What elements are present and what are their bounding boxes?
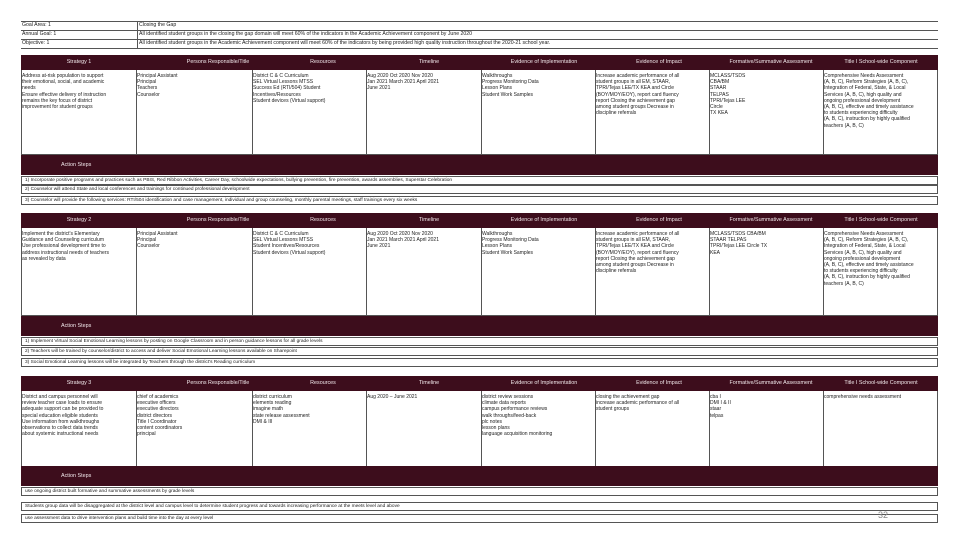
divider bbox=[136, 70, 137, 155]
strategy-1-text: Address at-risk population to support their emotional, social, and academic needs Ensure effective delivery of instruction remains the key focus of district improvement for student groups bbox=[22, 73, 107, 111]
strategy-2-title1: Comprehensive Needs Assessment (A, B, C), Reform Strategies (A, B, C), Integration of Federal, State, & Local Services (A, B, C), high quality and ongoing professional development (A, B, C), effective and timely assistance to students experiencing difficulty (A, B, C), instruction by highly qualified teachers (A, B, C) bbox=[824, 231, 914, 287]
strategy-2-step-3: 3) Social Emotional Learning lessons will be integrated by Teachers through the district's Reading curriculum bbox=[21, 358, 938, 367]
divider bbox=[252, 70, 253, 155]
action-steps-label: Action Steps bbox=[61, 473, 92, 479]
col-title1-header: Title I School-wide Component bbox=[844, 380, 918, 386]
annual-goal-label: Annual Goal: 1 bbox=[22, 31, 57, 37]
divider bbox=[823, 70, 824, 155]
strategy-2-step-1: 1) Implement Virtual Social Emotional Learning lessons by posting on Google Classroom and in person guidance lessons for all grade levels bbox=[21, 337, 938, 346]
strategy-3-timeline: Aug 2020 – June 2021 bbox=[367, 394, 418, 400]
divider bbox=[252, 391, 253, 475]
strategy-3-header-bar bbox=[21, 376, 938, 391]
strategy-1-header-bar bbox=[21, 55, 938, 70]
strategy-3-persons: chief of academics executive officers executive directors district directors Title I Coordinator content coordinators principal bbox=[137, 394, 183, 438]
col-timeline-header: Timeline bbox=[418, 380, 440, 386]
col-evidence-impact-header: Evidence of Impact bbox=[636, 380, 682, 386]
strategy-3-title1: comprehensive needs assessment bbox=[824, 394, 901, 400]
strategy-1-step-2: 2) Counselor will attend State and local conferences and trainings for continued professional development bbox=[21, 185, 938, 194]
col-evidence-impact-header: Evidence of Impact bbox=[636, 59, 682, 65]
strategy-2-step-2: 2) Teachers will be trained by counselor/district to access and deliver Social Emotional Learning lessons available on Sharepoint bbox=[21, 347, 938, 356]
col-evidence-impl-header: Evidence of Implementation bbox=[510, 59, 578, 65]
strategy-3-text: District and campus personnel will review teacher case loads to ensure adequate support can be provided to special education eligible students Use information from walkthroughs observations to collect data trends about systemic instructional needs bbox=[22, 394, 104, 438]
strategy-1-assessment: MCLASS/TSDS CBA/BM STAAR TELPAS TPRI/Tejas LEE Circle TX KEA bbox=[710, 73, 746, 117]
strategy-3-evidence-impact: closing the achievement gap increase academic performance of all student groups bbox=[596, 394, 680, 413]
campus-improvement-plan-page bbox=[21, 21, 938, 526]
divider bbox=[136, 391, 137, 475]
strategy-1-persons: Principal Assistant Principal Teachers Counselor bbox=[137, 73, 178, 98]
col-timeline-header: Timeline bbox=[418, 59, 440, 65]
strategy-3-step-1: use ongoing district built formative and summative assessments by grade levels bbox=[21, 487, 938, 496]
strategy-1-evidence-impl: Walkthroughs Progress Monitoring Data Lesson Plans Student Work Samples bbox=[482, 73, 539, 98]
strategy-1-timeline: Aug 2020 Oct 2020 Nov 2020 Jan 2021 March 2021 April 2021 June 2021 bbox=[367, 73, 439, 92]
goal-area-value: Closing the Gap bbox=[139, 22, 177, 28]
annual-goal-value: All identified student groups in the closing the gap domain will meet 60% of the indicators in the Academic Achievement component by June 2020 bbox=[139, 31, 473, 37]
page-number: 32 bbox=[877, 510, 888, 520]
strategy-2-header-bar bbox=[21, 213, 938, 228]
col-persons-header: Persons Responsible/Title bbox=[186, 59, 250, 65]
strategy-3-resources: district curriculum elements reading imagine math state release assessment DMI & III bbox=[253, 394, 310, 425]
divider bbox=[709, 228, 710, 316]
action-steps-label: Action Steps bbox=[61, 162, 92, 168]
strategy-2-assessment: MCLASS/TSDS CBA/BM STAAR TELPAS TPRI/Tejas LEE Circle TX KEA bbox=[710, 231, 768, 256]
goal-area-label: Goal Area: 1 bbox=[22, 22, 51, 28]
col-resources-header: Resources bbox=[310, 380, 336, 386]
strategy-2-resources: District C & C Curriculum SEL Virtual Lessons MTSS Student Incentives/Resources Student devices (Virtual support) bbox=[253, 231, 326, 256]
strategy-3-assessment: cba I DMI I & II staar telpas bbox=[710, 394, 731, 419]
col-persons-header: Persons Responsible/Title bbox=[186, 217, 250, 223]
strategy-3-step-3: use assessment data to drive intervention plans and build time into the day at every level bbox=[21, 514, 938, 523]
strategy-1-title1: Comprehensive Needs Assessment (A, B, C), Reform Strategies (A, B, C), Integration of Federal, State, & Local Services (A, B, C), high quality and ongoing professional development (A, B, C), effective and timely assistance to students experiencing difficulty (A, B, C), instruction by highly qualified teachers (A, B, C) bbox=[824, 73, 914, 129]
strategy-3-action-steps-bar bbox=[21, 466, 938, 486]
divider bbox=[366, 391, 367, 475]
col-evidence-impl-header: Evidence of Implementation bbox=[510, 380, 578, 386]
divider bbox=[481, 228, 482, 316]
divider bbox=[481, 391, 482, 475]
strategy-2-text: Implement the district's Elementary Guidance and Counseling curriculum Use professional development time to address instructional needs of teachers as revealed by data bbox=[22, 231, 109, 262]
strategy-1-step-3: 3) Counselor will provide the following services: RTI/504 identification and case management, individual and group counseling, monthly parental meetings, staff trainings every six weeks bbox=[21, 196, 938, 205]
col-resources-header: Resources bbox=[310, 59, 336, 65]
strategy-1-step-1: 1) Incorporate positive programs and practices such as PBIS, Red Ribbon Activities, Career Day, schoolwide expectations, bullying prevention, fire prevention, awards assemblies, Superstar Celebration bbox=[21, 176, 938, 185]
divider bbox=[136, 228, 137, 316]
divider bbox=[709, 391, 710, 475]
divider bbox=[366, 70, 367, 155]
strategy-2-persons: Principal Assistant Principal Counselor bbox=[137, 231, 178, 250]
strategy-1-title: Strategy 1 bbox=[66, 59, 92, 65]
strategy-2-title: Strategy 2 bbox=[66, 217, 92, 223]
col-timeline-header: Timeline bbox=[418, 217, 440, 223]
divider bbox=[252, 228, 253, 316]
strategy-2-evidence-impl: Walkthroughs Progress Monitoring Data Lesson Plans Student Work Samples bbox=[482, 231, 539, 256]
strategy-3-title: Strategy 3 bbox=[66, 380, 92, 386]
col-assessment-header: Formative/Summative Assessment bbox=[729, 59, 813, 65]
action-steps-label: Action Steps bbox=[61, 323, 92, 329]
divider bbox=[481, 70, 482, 155]
divider bbox=[823, 391, 824, 475]
objective-label: Objective: 1 bbox=[22, 40, 50, 46]
col-persons-header: Persons Responsible/Title bbox=[186, 380, 250, 386]
col-resources-header: Resources bbox=[310, 217, 336, 223]
strategy-2-timeline: Aug 2020 Oct 2020 Nov 2020 Jan 2021 March 2021 April 2021 June 2021 bbox=[367, 231, 439, 250]
col-title1-header: Title I School-wide Component bbox=[844, 59, 918, 65]
col-assessment-header: Formative/Summative Assessment bbox=[729, 380, 813, 386]
strategy-3-evidence-impl: district review sessions climate data reports campus performance reviews walk throughs/feed-back plc notes lesson plans language acquisition monitoring bbox=[482, 394, 553, 438]
divider bbox=[709, 70, 710, 155]
divider bbox=[595, 228, 596, 316]
strategy-1-resources: District C & C Curriculum SEL Virtual Lessons MTSS Success Ed (RTI/504) Student Incentives/Resources Student devices (Virtual support) bbox=[253, 73, 326, 104]
divider bbox=[595, 70, 596, 155]
divider bbox=[823, 228, 824, 316]
strategy-1-evidence-impact: Increase academic performance of all student groups in all EM, STAAR, TPRI/Tejas LEE/TX KEA and Circle (BOY/MOY/EOY), report card fluency report Closing the achievement gap among student groups Decrease in discipline referrals bbox=[596, 73, 680, 117]
col-assessment-header: Formative/Summative Assessment bbox=[729, 217, 813, 223]
col-evidence-impl-header: Evidence of Implementation bbox=[510, 217, 578, 223]
divider bbox=[595, 391, 596, 475]
strategy-3-step-2: Students group data will be disaggregated at the district level and campus level to determine student progress and towards increasing performance at the meets level and above bbox=[21, 502, 938, 511]
objective-row bbox=[21, 39, 938, 49]
objective-value: All identified student groups in the Academic Achievement component will meet 60% of the indicators by being provided high quality instruction throughout the 2020-21 school year. bbox=[139, 40, 551, 46]
strategy-2-evidence-impact: Increase academic performance of all student groups in all EM, STAAR, TPRI/Tejas LEE/TX KEA and Circle (BOY/MOY/EOY), report card fluency report Closing the achievement gap among student groups Decrease in discipline referrals bbox=[596, 231, 680, 275]
divider bbox=[366, 228, 367, 316]
col-title1-header: Title I School-wide Component bbox=[844, 217, 918, 223]
strategy-2-action-steps-bar bbox=[21, 316, 938, 336]
col-evidence-impact-header: Evidence of Impact bbox=[636, 217, 682, 223]
strategy-1-action-steps-bar bbox=[21, 155, 938, 175]
